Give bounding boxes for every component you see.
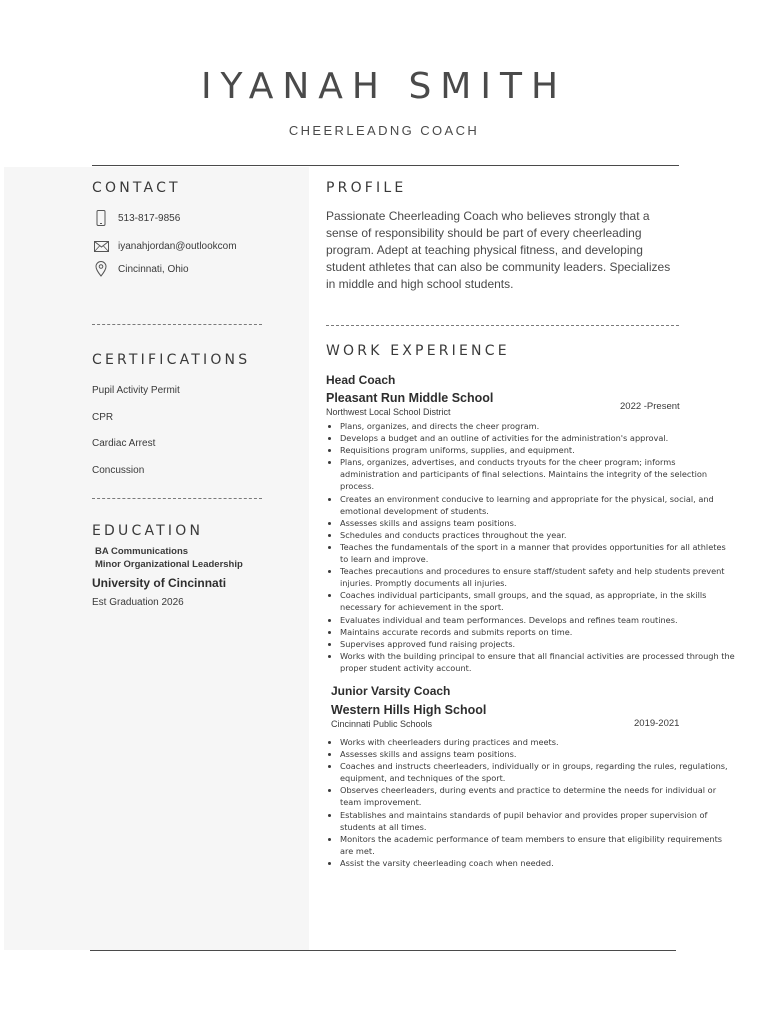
job-title: Junior Varsity Coach [331,684,451,698]
list-item: • Plans, organizes, advertises, and conducts tryouts for the cheer program; informs administration and participants of final selections. Maintains the integrity of the selection process. [340,456,735,492]
list-item: • Assist the varsity cheerleading coach when needed. [340,857,735,869]
main-divider [326,325,679,326]
list-item: • Teaches precautions and procedures to ensure staff/student safety and help students prevent injuries. Promptly documents all injuries. [340,565,735,589]
job-dates: 2022 -Present [620,401,680,412]
list-item: • Assesses skills and assigns team positions. [340,517,735,529]
list-item: • Establishes and maintains standards of pupil behavior and provides proper supervision of students at all times. [340,809,735,833]
work-experience-heading: WORK EXPERIENCE [326,343,510,359]
list-item: • Maintains accurate records and submits reports on time. [340,626,735,638]
list-item: • Develops a budget and an outline of activities for the administration's approval. [340,432,735,444]
profile-heading: PROFILE [326,180,407,196]
profile-line: Passionate Cheerleading Coach who believes strongly that a [326,209,650,223]
contact-phone-row [92,210,180,226]
certification-item: Cardiac Arrest [92,438,156,449]
job-organization: Western Hills High School [331,703,487,717]
contact-email: iyanahjordan@outlookcom [118,240,237,252]
list-item: • Observes cheerleaders, during events and practice to determine the needs for individual or team improvement. [340,784,735,808]
bottom-divider [90,950,676,951]
list-item: • Requisitions program uniforms, supplies, and equipment. [340,444,735,456]
list-item: • Evaluates individual and team performances. Develops and refines team routines. [340,614,735,626]
profile-line: student athletes that can also be community leaders. Specializes [326,260,671,274]
education-degree: BA Communications [95,546,189,557]
list-item: • Teaches the fundamentals of the sport in a manner that provides opportunities for all athletes to learn and improve. [340,541,735,565]
job-organization: Pleasant Run Middle School [326,391,494,405]
profile-line: program. Adept at teaching physical fitness, and developing [326,243,643,257]
education-heading: EDUCATION [92,523,204,539]
profile-line: sense of responsibility should be part of every cheerleading [326,226,642,240]
list-item: • Works with the building principal to ensure that all financial activities are processed through the proper student activity account. [340,650,735,674]
job-district: Cincinnati Public Schools [331,719,433,729]
list-item: • Coaches individual participants, small groups, and the squad, as appropriate, in the skills necessary for achievement in the sport. [340,589,735,613]
contact-location-row [92,261,189,277]
job-dates: 2019-2021 [634,718,680,729]
phone-icon [92,210,110,226]
list-item: • Coaches and instructs cheerleaders, individually or in groups, regarding the rules, regulations, equipment, and techniques of the sport. [340,760,735,784]
location-pin-icon [92,261,110,277]
education-graduation: Est Graduation 2026 [92,597,184,608]
profile-summary [326,208,686,293]
job-district: Northwest Local School District [326,407,451,417]
candidate-name: IYANAH SMITH [200,66,568,107]
list-item: • Creates an environment conducive to learning and appropriate for the physical, social, and emotional development of students. [340,493,735,517]
list-item: • Works with cheerleaders during practices and meets. [340,736,735,748]
contact-heading: CONTACT [92,180,181,196]
sidebar-divider [92,324,262,325]
top-divider [92,165,679,166]
certification-item: CPR [92,412,114,423]
contact-phone: 513-817-9856 [118,212,181,224]
contact-email-row [92,238,237,254]
job-duties-list [326,736,735,869]
education-school: University of Cincinnati [92,576,227,590]
certification-item: Concussion [92,465,145,476]
list-item: • Schedules and conducts practices throughout the year. [340,529,735,541]
list-item: • Assesses skills and assigns team positions. [340,748,735,760]
sidebar-divider [92,498,262,499]
job-duties-list [326,420,735,674]
envelope-icon [92,238,110,254]
list-item: • Plans, organizes, and directs the cheer program. [340,420,735,432]
job-title: Head Coach [326,373,396,387]
list-item: • Monitors the academic performance of team members to ensure that eligibility requirements are met. [340,833,735,857]
profile-line: in middle and high school students. [326,277,514,291]
certification-item: Pupil Activity Permit [92,385,180,396]
certifications-heading: CERTIFICATIONS [92,352,251,368]
contact-location: Cincinnati, Ohio [118,263,189,275]
education-minor: Minor Organizational Leadership [95,559,243,570]
list-item: • Supervises approved fund raising projects. [340,638,735,650]
job-title-subtitle: CHEERLEADNG COACH [288,123,480,138]
